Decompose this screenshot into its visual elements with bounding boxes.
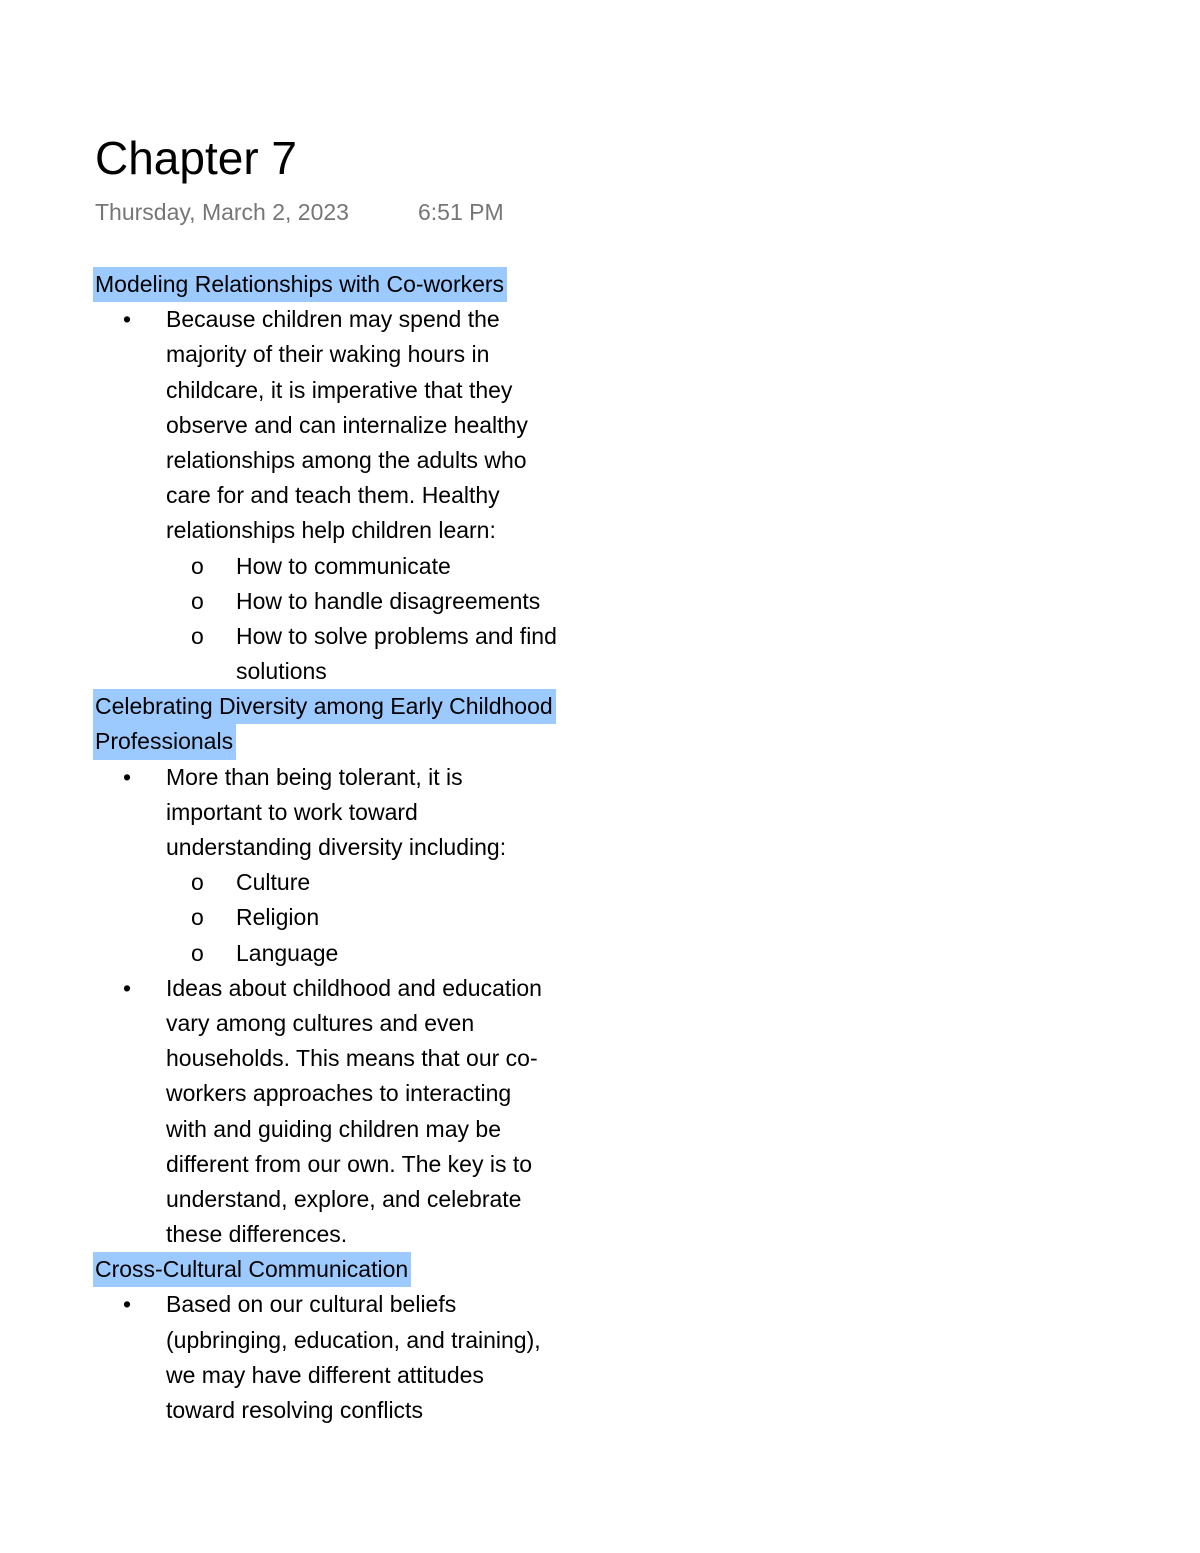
list-item-text: Religion: [236, 904, 320, 931]
list-item-line: [93, 1076, 793, 1111]
list-item-text: relationships among the adults who: [166, 446, 527, 473]
list-item-line: [93, 936, 793, 971]
list-item-text: Ideas about childhood and education: [166, 974, 542, 1001]
circle-bullet-icon: o: [191, 587, 204, 614]
list-item-text: households. This means that our co-: [166, 1045, 538, 1072]
section-heading: Celebrating Diversity among Early Childhood: [93, 689, 556, 724]
circle-bullet-icon: o: [191, 552, 204, 579]
section-heading-line: [93, 724, 793, 759]
list-item-line: [93, 584, 793, 619]
page-date: Thursday, March 2, 2023: [95, 199, 349, 225]
list-item-line: [93, 1147, 793, 1182]
list-item-text: solutions: [236, 658, 327, 685]
list-item-text: workers approaches to interacting: [166, 1080, 512, 1107]
list-item-line: [93, 900, 793, 935]
list-item-line: [93, 1112, 793, 1147]
list-item-line: [93, 337, 793, 372]
list-item-text: Based on our cultural beliefs: [166, 1291, 457, 1318]
list-item-line: [93, 1006, 793, 1041]
list-item-text: care for and teach them. Healthy: [166, 482, 500, 509]
list-item-line: [93, 795, 793, 830]
list-item-text: understand, explore, and celebrate: [166, 1185, 522, 1212]
list-item-text: relationships help children learn:: [166, 517, 496, 544]
bullet-icon: •: [123, 1291, 132, 1318]
circle-bullet-icon: o: [191, 939, 204, 966]
list-item-text: Because children may spend the: [166, 306, 500, 333]
list-item-text: Language: [236, 939, 339, 966]
list-item-line: [93, 549, 793, 584]
list-item-text: with and guiding children may be: [166, 1115, 501, 1142]
list-item-text: understanding diversity including:: [166, 834, 507, 860]
section-heading: Modeling Relationships with Co-workers: [93, 267, 507, 302]
list-item-text: childcare, it is imperative that they: [166, 376, 513, 403]
list-item-text: How to handle disagreements: [236, 587, 541, 614]
section-heading-line: [93, 689, 793, 724]
list-item-line: [93, 1182, 793, 1217]
page-title: Chapter 7: [95, 132, 298, 184]
list-item-line: [93, 1217, 793, 1252]
list-item-line: [93, 1358, 793, 1393]
section-heading: Professionals: [93, 724, 236, 759]
list-item-line: [93, 408, 793, 443]
list-item-text: different from our own. The key is to: [166, 1150, 533, 1177]
list-item-text: How to solve problems and find: [236, 622, 557, 649]
list-item-line: [93, 1323, 793, 1358]
list-item-text: (upbringing, education, and training),: [166, 1326, 541, 1353]
list-item-line: [93, 513, 793, 548]
list-item-line: [93, 373, 793, 408]
page-time: 6:51 PM: [418, 199, 504, 225]
circle-bullet-icon: o: [191, 622, 204, 649]
bullet-icon: •: [123, 306, 132, 333]
list-item-text: toward resolving conflicts: [166, 1397, 423, 1423]
list-item-text: observe and can internalize healthy: [166, 411, 528, 438]
bullet-icon: •: [123, 763, 132, 790]
list-item-line: [93, 865, 793, 900]
list-item-text: we may have different attitudes: [166, 1361, 484, 1388]
list-item-line: [93, 1041, 793, 1076]
list-item-line: [93, 830, 793, 865]
circle-bullet-icon: o: [191, 869, 204, 896]
list-item-line: [93, 1287, 793, 1322]
list-item-line: [93, 760, 793, 795]
section-heading-line: [93, 267, 793, 302]
list-item-text: vary among cultures and even: [166, 1009, 475, 1036]
list-item-text: important to work toward: [166, 798, 418, 825]
list-item-line: [93, 478, 793, 513]
note-body[interactable]: [93, 267, 793, 1435]
circle-bullet-icon: o: [191, 904, 204, 931]
list-item-line: [93, 619, 793, 654]
bullet-icon: •: [123, 974, 132, 1001]
list-item-line: [93, 443, 793, 478]
list-item-text: How to communicate: [236, 552, 451, 579]
list-item-line: [93, 654, 793, 689]
list-item-text: majority of their waking hours in: [166, 341, 490, 368]
list-item-text: these differences.: [166, 1221, 348, 1248]
list-item-text: Culture: [236, 869, 311, 896]
list-item-line: [93, 1393, 793, 1428]
list-item-text: More than being tolerant, it is: [166, 763, 463, 790]
list-item-line: [93, 971, 793, 1006]
list-item-line: [93, 302, 793, 337]
section-heading: Cross-Cultural Communication: [93, 1252, 411, 1287]
section-heading-line: [93, 1252, 793, 1287]
